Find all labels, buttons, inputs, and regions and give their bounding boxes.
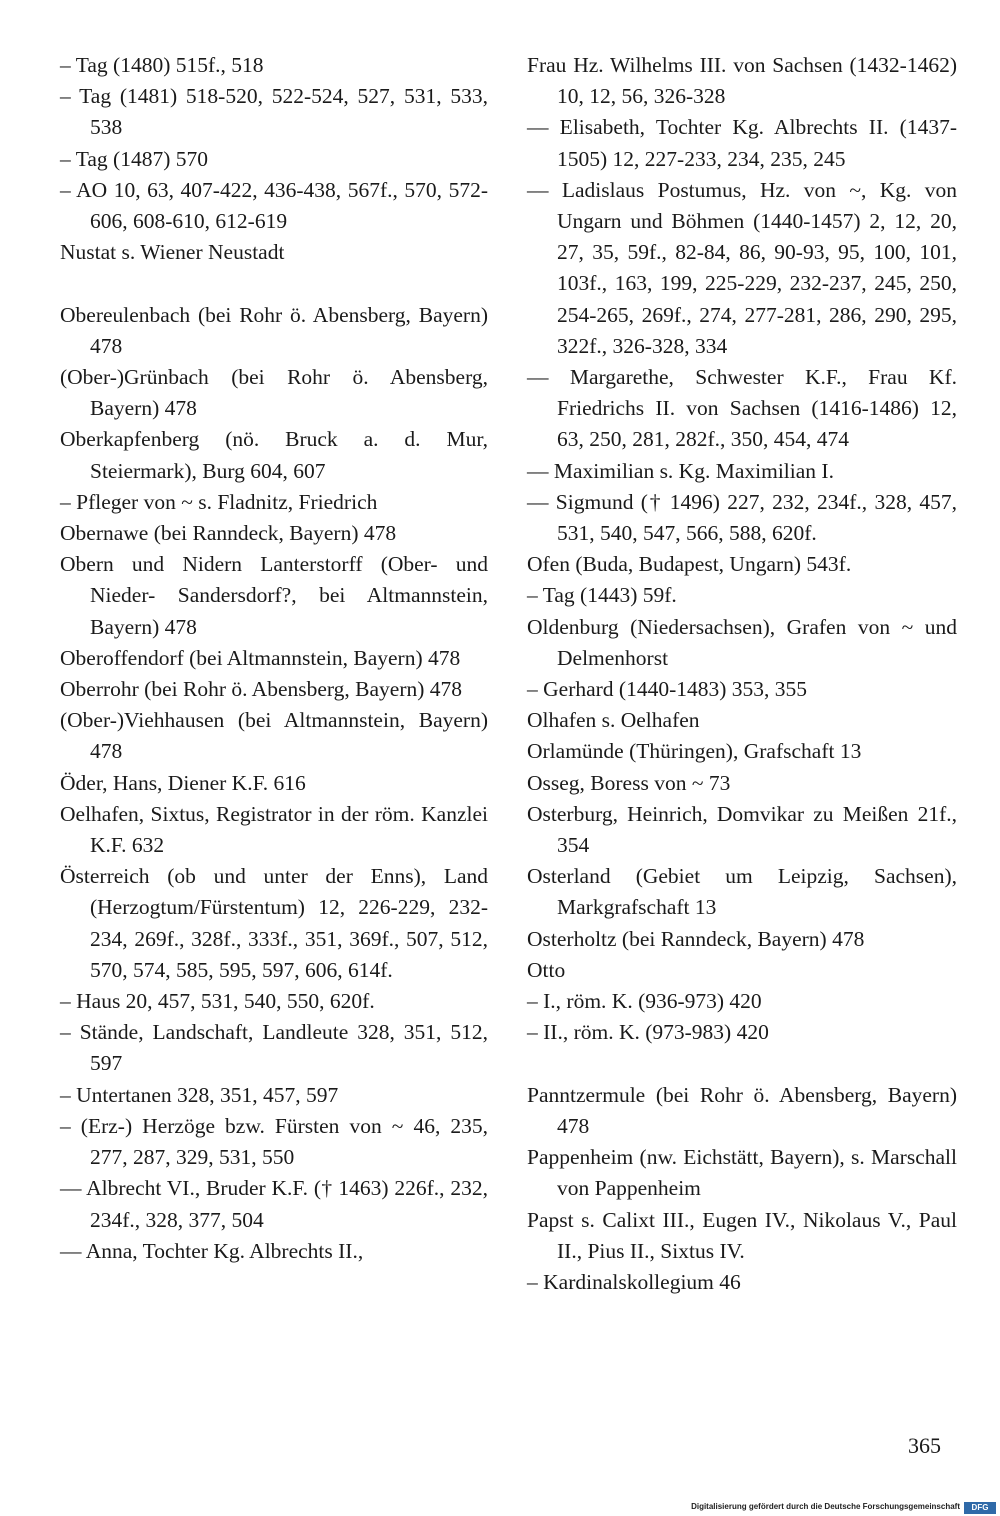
footer <box>600 1500 1000 1516</box>
index-entry: – Tag (1443) 59f. <box>527 583 677 608</box>
index-entry: Osterholtz (bei Ranndeck, Bayern) 478 <box>527 926 865 951</box>
index-entry: Orlamünde (Thüringen), Grafschaft 13 <box>527 739 862 764</box>
index-entry: Olhafen s. Oelhafen <box>527 708 700 733</box>
index-entry: – Untertanen 328, 351, 457, 597 <box>60 1082 339 1107</box>
index-entry: – Pfleger von ~ s. Fladnitz, Friedrich <box>60 489 378 514</box>
index-column-right <box>527 50 957 1298</box>
index-entry: Osseg, Boress von ~ 73 <box>527 770 731 795</box>
index-entry: Papst s. Calixt III., Eugen IV., Nikolaus V., Paul II., Pius II., Sixtus IV. <box>527 1207 957 1263</box>
index-entry: Österreich (ob und unter der Enns), Land (Herzogtum/Fürstentum) 12, 226-229, 232-234, 269f., 328f., 333f., 351, 369f., 507, 512, 570, 574, 585, 595, 597, 606, 614f. <box>60 864 488 982</box>
index-entry: Pappenheim (nw. Eichstätt, Bayern), s. Marschall von Pappenheim <box>527 1145 957 1201</box>
dfg-logo-icon: DFG <box>964 1502 996 1514</box>
index-entry: Osterland (Gebiet um Leipzig, Sachsen), Markgrafschaft 13 <box>527 864 957 920</box>
index-entry: –– Sigmund († 1496) 227, 232, 234f., 328, 457, 531, 540, 547, 566, 588, 620f. <box>527 489 957 546</box>
index-entry: – Tag (1487) 570 <box>60 146 208 171</box>
index-entry: – Tag (1481) 518-520, 522-524, 527, 531, 533, 538 <box>60 84 488 140</box>
index-entry: – I., röm. K. (936-973) 420 <box>527 989 762 1014</box>
index-entry: Oberrohr (bei Rohr ö. Abensberg, Bayern) 478 <box>60 677 463 702</box>
index-entry: Obern und Nidern Lanterstorff (Ober- und Nieder- Sandersdorf?, bei Altmannstein, Bayern) 478 <box>60 552 488 639</box>
index-entry: – AO 10, 63, 407-422, 436-438, 567f., 570, 572-606, 608-610, 612-619 <box>60 177 488 234</box>
index-entry: Nustat s. Wiener Neustadt <box>60 240 285 265</box>
index-entry: – Stände, Landschaft, Landleute 328, 351, 512, 597 <box>60 1020 488 1076</box>
index-entry: –– Elisabeth, Tochter Kg. Albrechts II. (1437-1505) 12, 227-233, 234, 235, 245 <box>527 115 957 171</box>
index-entry: Frau Hz. Wilhelms III. von Sachsen (1432-1462) 10, 12, 56, 326-328 <box>527 53 957 109</box>
index-entry: Osterburg, Heinrich, Domvikar zu Meißen 21f., 354 <box>527 801 957 858</box>
index-entry: Oberkapfenberg (nö. Bruck a. d. Mur, Steiermark), Burg 604, 607 <box>60 427 488 483</box>
index-entry: (Ober-)Grünbach (bei Rohr ö. Abensberg, Bayern) 478 <box>60 365 488 421</box>
index-entry: Oldenburg (Niedersachsen), Grafen von ~ und Delmenhorst <box>527 614 957 670</box>
index-entry: Obereulenbach (bei Rohr ö. Abensberg, Bayern) 478 <box>60 302 488 358</box>
index-entry: – (Erz-) Herzöge bzw. Fürsten von ~ 46, 235, 277, 287, 329, 531, 550 <box>60 1113 488 1170</box>
index-entry: Panntzermule (bei Rohr ö. Abensberg, Bayern) 478 <box>527 1082 957 1138</box>
index-entry: – Gerhard (1440-1483) 353, 355 <box>527 677 808 702</box>
index-entry: – Kardinalskollegium 46 <box>527 1269 741 1294</box>
page-number: 365 <box>908 1433 941 1458</box>
index-entry: Otto <box>527 957 566 982</box>
index-entry: –– Maximilian s. Kg. Maximilian I. <box>527 458 834 483</box>
index-entry: Oberoffendorf (bei Altmannstein, Bayern) 478 <box>60 645 461 670</box>
index-entry: –– Albrecht VI., Bruder K.F. († 1463) 226f., 232, 234f., 328, 377, 504 <box>60 1176 488 1232</box>
index-entry: – Haus 20, 457, 531, 540, 550, 620f. <box>60 989 375 1014</box>
index-entry: Öder, Hans, Diener K.F. 616 <box>60 770 306 795</box>
footer-credit-text: Digitalisierung gefördert durch die Deutsche Forschungsgemeinschaft <box>691 1502 960 1511</box>
index-entry: Oelhafen, Sixtus, Registrator in der röm. Kanzlei K.F. 632 <box>60 801 488 858</box>
index-entry: –– Anna, Tochter Kg. Albrechts II., <box>60 1238 364 1263</box>
index-entry: –– Margarethe, Schwester K.F., Frau Kf. Friedrichs II. von Sachsen (1416-1486) 12, 63, 250, 281, 282f., 350, 454, 474 <box>527 365 957 452</box>
index-entry: – Tag (1480) 515f., 518 <box>60 53 264 77</box>
index-entry: (Ober-)Viehhausen (bei Altmannstein, Bayern) 478 <box>60 708 488 764</box>
index-column-left <box>60 50 488 1267</box>
index-entry: – II., röm. K. (973-983) 420 <box>527 1020 769 1045</box>
index-entry: Obernawe (bei Ranndeck, Bayern) 478 <box>60 521 397 546</box>
index-entry: –– Ladislaus Postumus, Hz. von ~, Kg. von Ungarn und Böhmen (1440-1457) 2, 12, 20, 27, 35, 59f., 82-84, 86, 90-93, 95, 100, 101, 103f., 163, 199, 225-229, 232-237, 245, 250, 254-265, 269f., 274, 277-281, 286, 290, 295, 322f., 326-328, 334 <box>527 177 957 358</box>
index-entry: Ofen (Buda, Budapest, Ungarn) 543f. <box>527 552 852 577</box>
